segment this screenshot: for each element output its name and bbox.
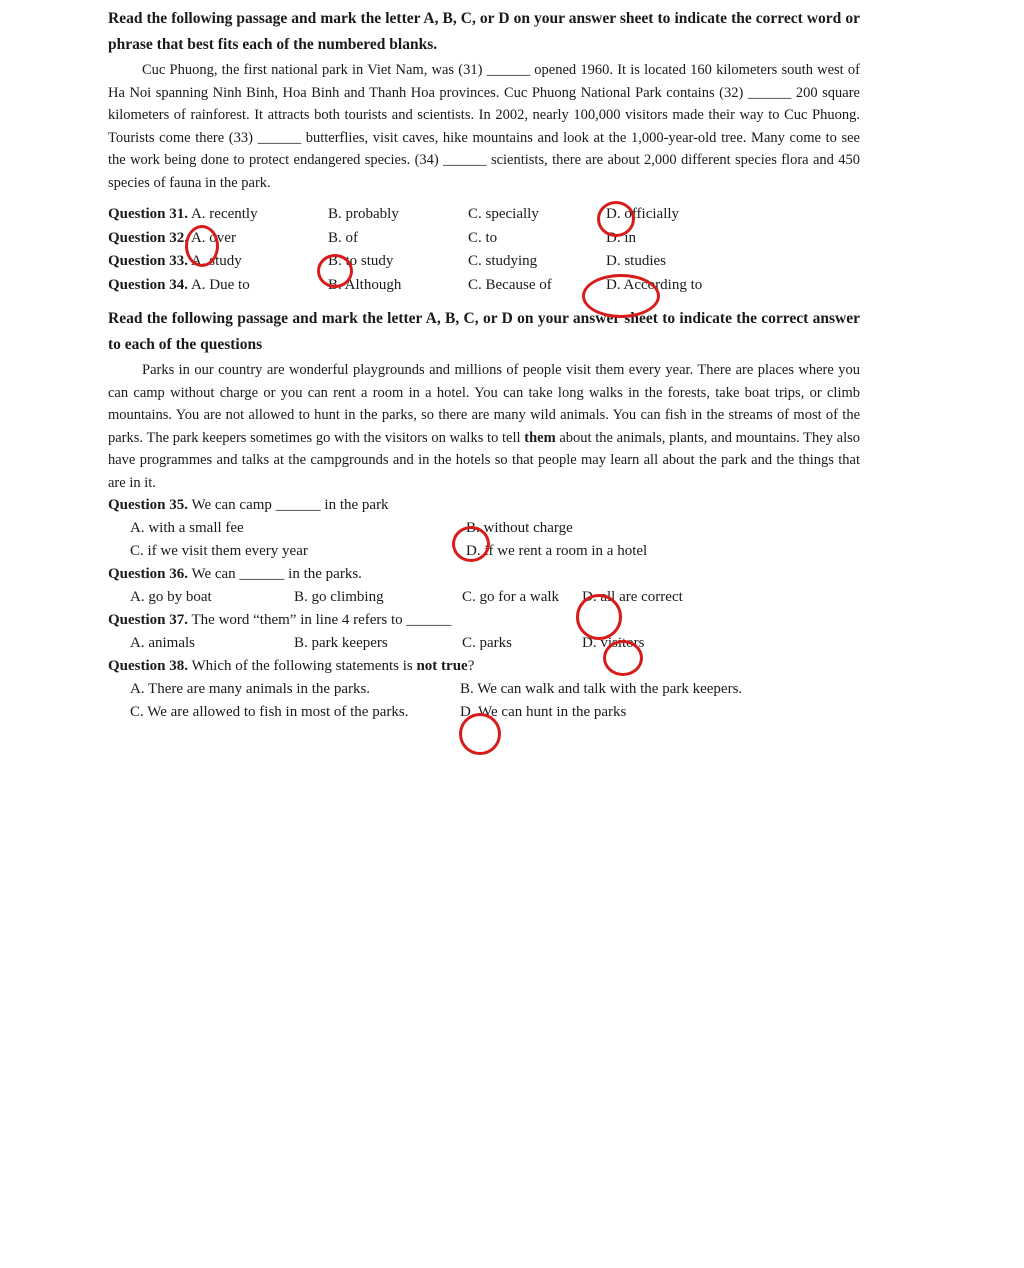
section2-passage: Parks in our country are wonderful playgrounds and millions of people visit them every year. There are places where you can camp without charge or you can rent a room in a hotel. You can take long walks in the forests, take boat trips, or climb mountains. You are not allowed to hunt in the parks, so there are many wild animals. You can fish in the streams of most of the parks. The park keepers sometimes go with the visitors on walks to tell them about the animals, plants, and mountains. They also have programmes and talks at the campgrounds and in the hotels so that people may learn all about the park and the things that are in it. xyxy=(108,362,860,491)
question-33-option-c[interactable]: C. studying xyxy=(468,253,538,269)
question-38-row1 xyxy=(108,678,860,701)
section2 xyxy=(108,306,860,724)
question-32-option-a[interactable]: A. over xyxy=(190,229,236,246)
question-32-label: Question 32. xyxy=(108,229,189,246)
question-32 xyxy=(108,227,860,251)
question-33-option-b[interactable]: B. to study xyxy=(328,253,394,269)
question-38-option-a[interactable]: A. There are many animals in the parks. xyxy=(130,681,371,697)
question-35-row2 xyxy=(108,540,860,563)
question-35-option-d[interactable]: D. if we rent a room in a hotel xyxy=(466,543,648,559)
question-32-option-c[interactable]: C. to xyxy=(468,229,498,246)
question-38-option-b[interactable]: B. We can walk and talk with the park keepers. xyxy=(460,681,743,697)
question-36-option-d[interactable]: D. all are correct xyxy=(582,589,683,605)
passage-bold-them: them xyxy=(524,429,556,446)
question-38-row2 xyxy=(108,701,860,724)
question-31-label: Question 31. xyxy=(108,206,189,222)
question-35-option-c[interactable]: C. if we visit them every year xyxy=(130,543,308,559)
question-34-option-d[interactable]: D. According to xyxy=(606,276,703,293)
question-38-option-c[interactable]: C. We are allowed to fish in most of the parks. xyxy=(130,704,409,720)
section1-questions xyxy=(108,203,860,297)
question-37-option-c[interactable]: C. parks xyxy=(462,635,512,651)
question-31-option-d[interactable]: D. officially xyxy=(606,206,680,222)
question-33-option-d[interactable]: D. studies xyxy=(606,253,666,269)
question-31 xyxy=(108,203,860,227)
question-35-option-a[interactable]: A. with a small fee xyxy=(130,520,244,536)
question-37-option-b[interactable]: B. park keepers xyxy=(294,635,388,651)
question-38-option-d[interactable]: D. We can hunt in the parks xyxy=(460,704,627,720)
question-37-row xyxy=(108,632,860,655)
question-33 xyxy=(108,250,860,274)
question-34-option-a[interactable]: A. Due to xyxy=(190,276,250,293)
question-33-option-a[interactable]: A. study xyxy=(190,253,242,269)
question-34-label: Question 34. xyxy=(108,276,189,293)
question-38-stem: Question 38. Which of the following statements is not true? xyxy=(108,658,475,674)
worksheet-page xyxy=(108,6,860,724)
question-31-option-b[interactable]: B. probably xyxy=(328,206,399,222)
question-33-label: Question 33. xyxy=(108,253,189,269)
question-35-option-b[interactable]: B. without charge xyxy=(466,520,573,536)
question-31-option-a[interactable]: A. recently xyxy=(190,206,258,222)
question-36-option-a[interactable]: A. go by boat xyxy=(130,589,212,605)
question-32-option-d[interactable]: D. in xyxy=(606,229,636,246)
section1-instruction: Read the following passage and mark the letter A, B, C, or D on your answer sheet to indicate the correct word or phrase that best fits each of the numbered blanks. xyxy=(108,10,860,53)
question-36-option-b[interactable]: B. go climbing xyxy=(294,589,384,605)
section1-passage: Cuc Phuong, the first national park in Viet Nam, was (31) ______ opened 1960. It is located 160 kilometers south west of Ha Noi spanning Ninh Binh, Hoa Binh and Thanh Hoa provinces. Cuc Phuong National Park contains (32) ______ 200 square kilometers of rainforest. It attracts both tourists and scientists. In 2002, nearly 100,000 visitors made their way to Cuc Phuong. Tourists come there (33) ______ butterflies, visit caves, hike mountains and look at the 1,000-year-old tree. Many come to see the work being done to protect endangered species. (34) ______ scientists, there are about 2,000 different species flora and 450 species of fauna in the park. xyxy=(108,62,860,191)
question-36-row xyxy=(108,586,860,609)
question-34-option-b[interactable]: B. Although xyxy=(328,276,402,293)
question-37-option-a[interactable]: A. animals xyxy=(130,635,195,651)
question-37-stem: Question 37. The word “them” in line 4 refers to ______ xyxy=(108,612,452,628)
question-37-option-d[interactable]: D. visitors xyxy=(582,635,645,651)
question-35-stem: Question 35. We can camp ______ in the park xyxy=(108,497,389,513)
question-34 xyxy=(108,274,860,298)
section2-instruction: Read the following passage and mark the letter A, B, C, or D on your answer sheet to indicate the correct answer to each of the questions xyxy=(108,310,860,353)
question-36-stem: Question 36. We can ______ in the parks. xyxy=(108,566,362,582)
question-31-option-c[interactable]: C. specially xyxy=(468,206,539,222)
question-32-option-b[interactable]: B. of xyxy=(328,229,358,246)
question-35-row1 xyxy=(108,517,860,540)
question-34-option-c[interactable]: C. Because of xyxy=(468,276,552,293)
question-36-option-c[interactable]: C. go for a walk xyxy=(462,589,560,605)
